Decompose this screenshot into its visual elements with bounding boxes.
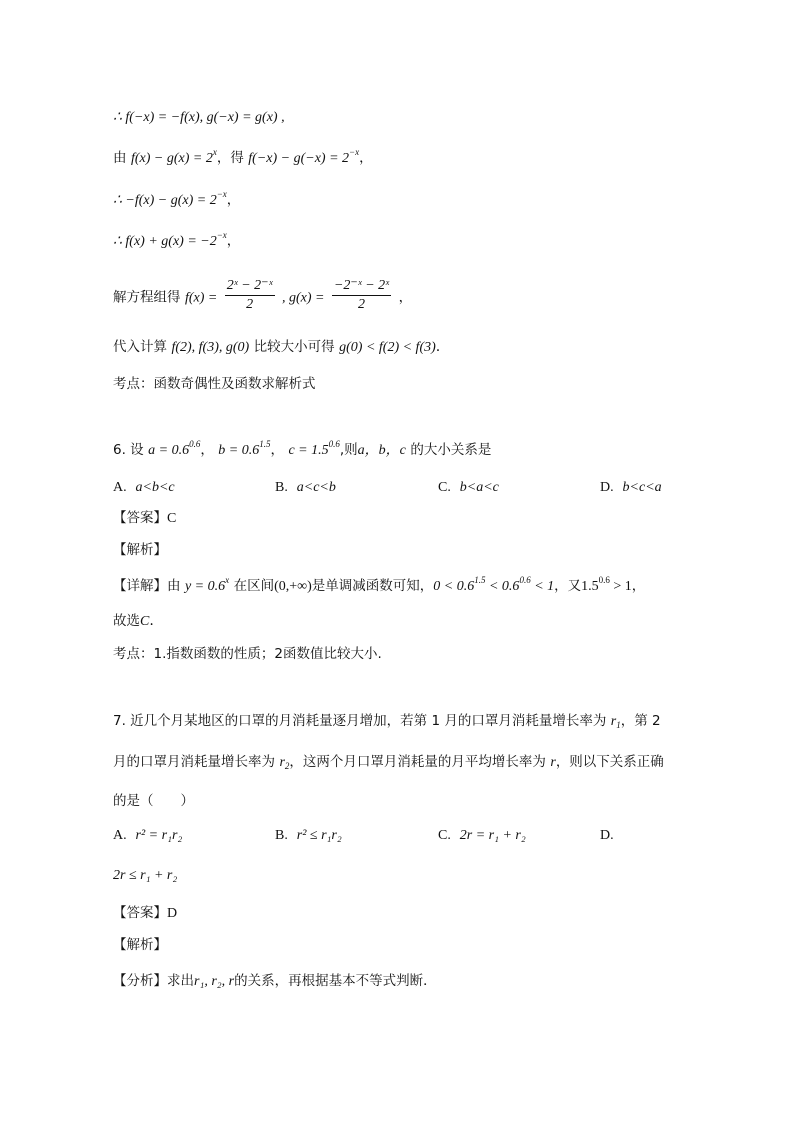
q6-option-b[interactable]: B. a<c<b bbox=[275, 480, 336, 495]
q6-option-c[interactable]: C. b<a<c bbox=[438, 480, 499, 495]
q6-choose: 故选C. bbox=[113, 613, 154, 629]
solution-line-neg: ∴ $-f(x) - g(x) = 2^{-x}$， bbox=[113, 189, 241, 208]
q6-answer bbox=[113, 508, 734, 529]
fenxi-tag: 【分析】 bbox=[113, 973, 167, 989]
text: ，则以下关系正确 bbox=[555, 754, 664, 770]
math: $y = 0.6^x$ bbox=[184, 575, 230, 594]
answer-value: C bbox=[167, 511, 177, 526]
q7-fenxi: 【分析】求出r₁, r₂, r的关系，再根据基本不等式判断． bbox=[113, 973, 437, 989]
q7-options bbox=[113, 825, 734, 845]
text: a，b，c bbox=[357, 443, 406, 458]
q6-number: 6. 设 bbox=[113, 442, 144, 458]
q7-answer bbox=[113, 903, 734, 924]
q6-detail: 【详解】由 $y = 0.6^x$ 在区间(0,+∞)是单调减函数可知，$0 < 0.6^{1.5} < 0.6^{0.6} < 1$，又$1.5^{0.6} > 1$， bbox=[113, 575, 646, 594]
text: ，这两个月口罩月消耗量的月平均增长率为 bbox=[289, 754, 546, 770]
fraction-g: $\frac{\text{−2⁻ˣ − 2ˣ}}{2}$ bbox=[333, 278, 390, 312]
q7-stem-line3: 的是（ ） bbox=[113, 793, 194, 809]
text: ， bbox=[398, 289, 413, 306]
math-eq: ∴ $-f(x) - g(x) = 2^{-x}$ bbox=[113, 189, 227, 208]
q7-option-d-text[interactable]: 2r ≤ r₁ + r₂ bbox=[113, 868, 178, 883]
q7-analysis-tag: 【解析】 bbox=[113, 937, 167, 953]
kaodian-5: 考点：函数奇偶性及函数求解析式 bbox=[113, 376, 316, 392]
text: ,则 bbox=[339, 442, 358, 458]
q6-option-d[interactable]: D. b<c<a bbox=[600, 480, 662, 495]
q7-option-a[interactable]: A. r² = r₁r₂ bbox=[113, 828, 183, 843]
math-f: f(x) = bbox=[184, 290, 218, 306]
text: 解方程组得 bbox=[113, 289, 181, 306]
q6-b: $b = 0.6^{1.5}$ bbox=[218, 439, 271, 458]
text: 比较大小可得 bbox=[253, 339, 335, 355]
math-eq: $f(x) - g(x) = 2^x$ bbox=[130, 147, 217, 166]
math-odd-even: ∴ f(−x) = −f(x), g(−x) = g(x) , bbox=[113, 110, 285, 125]
interval: (0,+∞) bbox=[274, 579, 312, 594]
solution-line-substitute bbox=[113, 148, 734, 169]
q7-option-d[interactable]: D. bbox=[600, 828, 614, 843]
math-vars: r₁, r₂, r bbox=[194, 974, 235, 989]
answer-value: D bbox=[167, 906, 178, 921]
fraction-f: $\frac{\text{2ˣ − 2⁻ˣ}}{2}$ bbox=[226, 278, 273, 312]
q7-stem-line2 bbox=[113, 752, 734, 773]
text: . bbox=[435, 339, 441, 355]
answer-tag: 【答案】 bbox=[113, 510, 167, 526]
math-ineq: $0 < 0.6^{1.5} < 0.6^{0.6} < 1$ bbox=[433, 575, 555, 594]
q6-option-a[interactable]: A. a<b<c bbox=[113, 480, 175, 495]
solution-line-sum: ∴ $f(x) + g(x) = -2^{-x}$， bbox=[113, 230, 241, 249]
q6-analysis-tag: 【解析】 bbox=[113, 542, 167, 558]
q6-options bbox=[113, 477, 734, 497]
text: 的大小关系是 bbox=[410, 442, 492, 458]
text: 代入计算 bbox=[113, 339, 167, 355]
math-g: , g(x) = bbox=[281, 290, 325, 306]
q6-a: $a = 0.6^{0.6}$ bbox=[148, 439, 201, 458]
q6-stem: 6. 设 $a = 0.6^{0.6}$， $b = 0.6^{1.5}$， $c = 1.5^{0.6}$,则a，b，c 的大小关系是 bbox=[113, 439, 492, 458]
detail-tag: 【详解】 bbox=[113, 578, 167, 594]
var-r1: $r_1$ bbox=[610, 714, 621, 730]
math: f(2), f(3), g(0) bbox=[171, 340, 250, 355]
text: 月的口罩月消耗量增长率为 bbox=[113, 754, 275, 770]
q7-option-b[interactable]: B. r² ≤ r₁r₂ bbox=[275, 828, 342, 843]
var-r: r bbox=[550, 755, 556, 770]
answer-tag: 【答案】 bbox=[113, 905, 167, 921]
text: ， bbox=[359, 150, 373, 166]
solution-line-compare bbox=[113, 337, 734, 358]
text: 7. 近几个月某地区的口罩的月消耗量逐月增加，若第 1 月的口罩月消耗量增长率为 bbox=[113, 713, 607, 729]
q7-option-c[interactable]: C. 2r = r₁ + r₂ bbox=[438, 828, 526, 843]
var-r2: $r_2$ bbox=[279, 755, 290, 771]
q6-kaodian: 考点：1.指数函数的性质；2函数值比较大小. bbox=[113, 646, 382, 662]
text: 由 bbox=[113, 150, 127, 166]
q6-c: $c = 1.5^{0.6}$ bbox=[288, 439, 340, 458]
q7-stem-line1 bbox=[113, 711, 734, 732]
solution-line-odd-even bbox=[113, 107, 734, 128]
text: ，第 2 bbox=[620, 713, 661, 729]
math: g(0) < f(2) < f(3) bbox=[339, 340, 436, 355]
solution-line-solve bbox=[113, 279, 734, 319]
math-eq: $f(-x) - g(-x) = 2^{-x}$ bbox=[248, 147, 360, 166]
text: ，得 bbox=[216, 150, 244, 166]
math-ineq2: $1.5^{0.6} > 1$ bbox=[581, 575, 632, 594]
math-eq: ∴ $f(x) + g(x) = -2^{-x}$ bbox=[113, 230, 227, 249]
